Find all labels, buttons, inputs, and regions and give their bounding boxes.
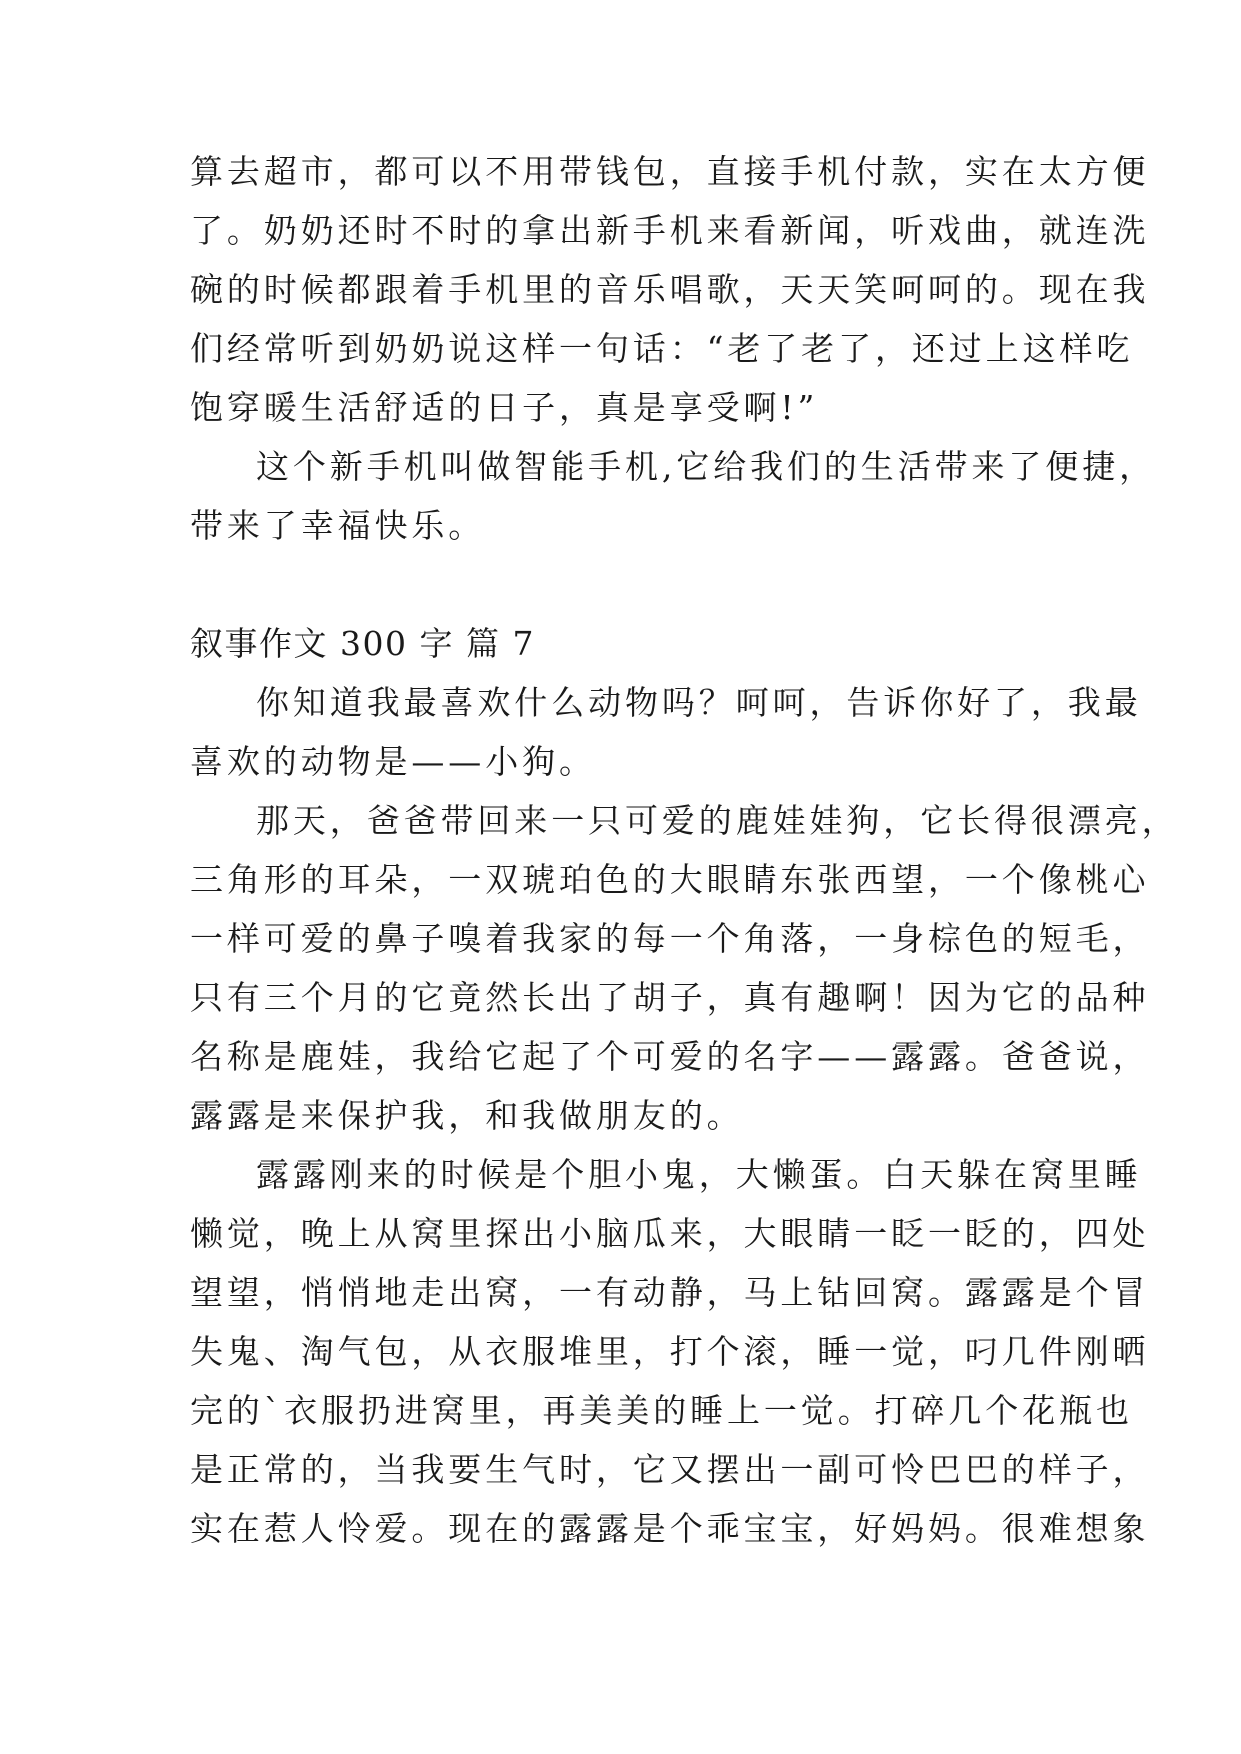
text-line: 名称是鹿娃，我给它起了个可爱的名字——露露。爸爸说， [190, 1037, 1150, 1076]
text-line: 懒觉，晚上从窝里探出小脑瓜来，大眼睛一眨一眨的，四处 [190, 1214, 1150, 1253]
text-line: 那天，爸爸带回来一只可爱的鹿娃娃狗，它长得很漂亮， [256, 801, 1179, 840]
text-line: 了。奶奶还时不时的拿出新手机来看新闻，听戏曲，就连洗 [190, 211, 1150, 250]
text-line: 望望，悄悄地走出窝，一有动静，马上钻回窝。露露是个冒 [190, 1273, 1150, 1312]
text-line: 只有三个月的它竟然长出了胡子，真有趣啊！因为它的品种 [190, 978, 1150, 1017]
text-line: 带来了幸福快乐。 [190, 506, 486, 545]
text-line: 们经常听到奶奶说这样一句话：“老了老了，还过上这样吃 [190, 329, 1134, 368]
text-line: 你知道我最喜欢什么动物吗？呵呵，告诉你好了，我最 [256, 683, 1142, 722]
text-line: 一样可爱的鼻子嗅着我家的每一个角落，一身棕色的短毛， [190, 919, 1150, 958]
text-line: 喜欢的动物是——小狗。 [190, 742, 596, 781]
section-heading: 叙事作文 300 字 篇 7 [190, 624, 535, 663]
text-line: 露露刚来的时候是个胆小鬼，大懒蛋。白天躲在窝里睡 [256, 1155, 1142, 1194]
text-line: 完的`衣服扔进窝里，再美美的睡上一觉。打碎几个花瓶也 [190, 1391, 1133, 1430]
text-line: 是正常的，当我要生气时，它又摆出一副可怜巴巴的样子， [190, 1450, 1150, 1489]
text-line: 这个新手机叫做智能手机,它给我们的生活带来了便捷， [256, 447, 1156, 486]
text-line: 露露是来保护我，和我做朋友的。 [190, 1096, 744, 1135]
text-line: 碗的时候都跟着手机里的音乐唱歌，天天笑呵呵的。现在我 [190, 270, 1150, 309]
text-line: 实在惹人怜爱。现在的露露是个乖宝宝，好妈妈。很难想象 [190, 1509, 1150, 1548]
text-line: 算去超市，都可以不用带钱包，直接手机付款，实在太方便 [190, 152, 1150, 191]
text-line: 三角形的耳朵，一双琥珀色的大眼睛东张西望，一个像桃心 [190, 860, 1150, 899]
text-line: 饱穿暖生活舒适的日子，真是享受啊!” [190, 388, 819, 427]
text-line: 失鬼、淘气包，从衣服堆里，打个滚，睡一觉，叼几件刚晒 [190, 1332, 1150, 1371]
